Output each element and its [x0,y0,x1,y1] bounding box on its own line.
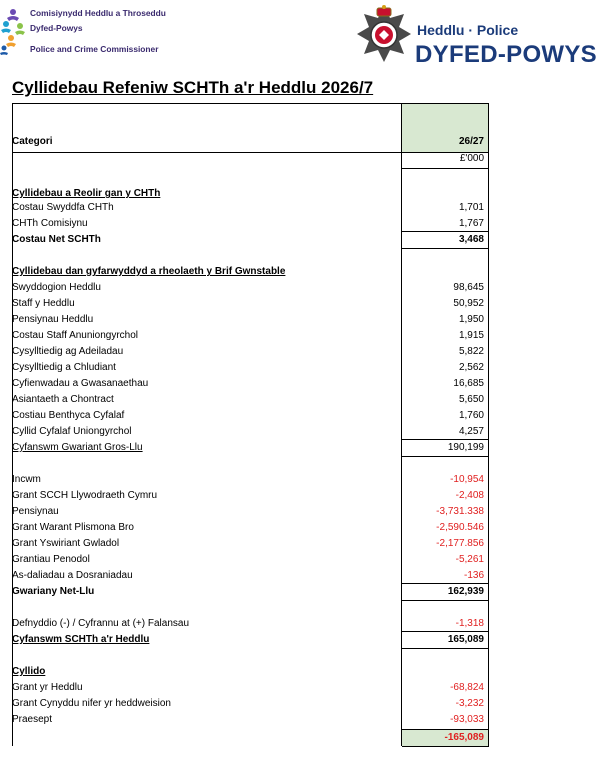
row-value: 190,199 [447,442,484,453]
row-label: Costiau Benthyca Cyfalaf [12,410,125,421]
row-label: Defnyddio (-) / Cyfrannu at (+) Falansau [12,618,190,629]
row-value: 1,767 [458,218,484,229]
row-label: Asiantaeth a Chontract [12,394,114,405]
row-label: Pensiynau [12,506,59,517]
commissioner-logo-line1: Comisiynydd Heddlu a Throseddu [30,8,166,18]
table-row [12,696,488,712]
row-value: 4,257 [458,426,484,437]
units-row [12,151,488,167]
units-label: £'000 [459,153,484,164]
table-row [12,280,488,296]
table-row [12,376,488,392]
row-value: 1,760 [458,410,484,421]
table-row [12,632,488,648]
row-label: Praesept [12,714,53,725]
row-label: Grantiau Penodol [12,554,90,565]
page-title: Cyllidebau Refeniw SCHTh a'r Heddlu 2026/7 [12,78,374,97]
table-row [12,344,488,360]
row-label: Cysylltiedig ag Adeiladau [12,346,124,357]
row-label: Cyfanswm SCHTh a'r Heddlu [12,634,150,645]
table-row [12,360,488,376]
police-logo [355,4,600,74]
table-row [12,408,488,424]
commissioner-logo-line2: Dyfed-Powys [30,23,83,33]
table-row [12,264,488,280]
table-right-border [488,103,489,746]
table-row [12,296,488,312]
table-row [12,200,488,216]
row-value: 1,701 [458,202,484,213]
row-label: Cyllidebau a Reolir gan y CHTh [12,188,161,199]
row-value: -10,954 [450,474,484,485]
row-value: -2,590.546 [436,522,484,533]
table-row [12,680,488,696]
row-label: As-daliadau a Dosraniadau [12,570,133,581]
table-row [12,312,488,328]
row-label: Swyddogion Heddlu [12,282,101,293]
table-row [12,616,488,632]
table-bottom-border [402,746,489,747]
row-label: Costau Net SCHTh [12,234,101,245]
police-logo-line1: Heddlu · Police [417,22,519,38]
table-row [12,488,488,504]
table-row [12,440,488,456]
commissioner-logo-line3: Police and Crime Commissioner [30,44,159,54]
row-label: Cyfienwadau a Gwasanaethau [12,378,149,389]
row-label: CHTh Comisiynu [12,218,88,229]
table-row [12,328,488,344]
row-label: Grant yr Heddlu [12,682,83,693]
table-top-border [12,103,489,104]
row-label: Cyllidebau dan gyfarwyddyd a rheolaeth y Brif Gwnstable [12,266,286,277]
row-label: Cyllid Cyfalaf Uniongyrchol [12,426,132,437]
table-row [12,216,488,232]
row-label: Pensiynau Heddlu [12,314,94,325]
row-value: 1,950 [458,314,484,325]
commissioner-logo [0,2,175,60]
row-label: Cyfanswm Gwariant Gros-Llu [12,442,143,453]
rule-grand-total-b [402,648,489,649]
table-row [12,568,488,584]
category-header: Categori [12,136,53,147]
row-value: -1,318 [455,618,484,629]
row-label: Grant Warant Plismona Bro [12,522,134,533]
row-value: 16,685 [453,378,484,389]
row-label: Grant Yswiriant Gwladol [12,538,120,549]
people-icon [0,2,30,60]
row-value: 3,468 [458,234,484,245]
table-header-row [12,134,488,150]
police-crest-icon [355,4,413,70]
table-row [12,712,488,728]
row-value: -68,824 [450,682,484,693]
table-row [12,520,488,536]
row-value: 50,952 [453,298,484,309]
row-value: -136 [463,570,484,581]
row-value: -2,177.856 [436,538,484,549]
row-value: 165,089 [447,634,484,645]
funding-total-value: -165,089 [444,732,484,743]
funding-total-row [12,730,488,746]
table-row [12,536,488,552]
year-header: 26/27 [458,136,484,147]
table-row [12,504,488,520]
row-label: Incwm [12,474,41,485]
row-label: Grant SCCH Llywodraeth Cymru [12,490,158,501]
row-label: Costau Swyddfa CHTh [12,202,114,213]
row-value: -3,232 [455,698,484,709]
table-row [12,472,488,488]
row-value: -93,033 [450,714,484,725]
row-value: 5,650 [458,394,484,405]
rule-subtotal-1b [402,248,489,249]
rule-gross-total-b [402,456,489,457]
row-label: Cysylltiedig a Chludiant [12,362,116,373]
table-row [12,664,488,680]
row-label: Staff y Heddlu [12,298,75,309]
row-label: Grant Cynyddu nifer yr heddweision [12,698,171,709]
row-value: 2,562 [458,362,484,373]
row-value: 5,822 [458,346,484,357]
row-value: 1,915 [458,330,484,341]
row-value: -3,731.338 [436,506,484,517]
table-row [12,552,488,568]
rule-net-total-b [402,600,489,601]
row-value: 162,939 [447,586,484,597]
row-value: -2,408 [455,490,484,501]
row-label: Gwariany Net-Llu [12,586,95,597]
row-value: -5,261 [455,554,484,565]
row-label: Costau Staff Anuniongyrchol [12,330,139,341]
table-row [12,584,488,600]
row-value: 98,645 [453,282,484,293]
row-label: Cyllido [12,666,46,677]
table-row [12,392,488,408]
police-logo-line2: DYFED-POWYS [415,41,597,68]
units-underline [402,168,489,169]
table-row [12,424,488,440]
table-row [12,232,488,248]
